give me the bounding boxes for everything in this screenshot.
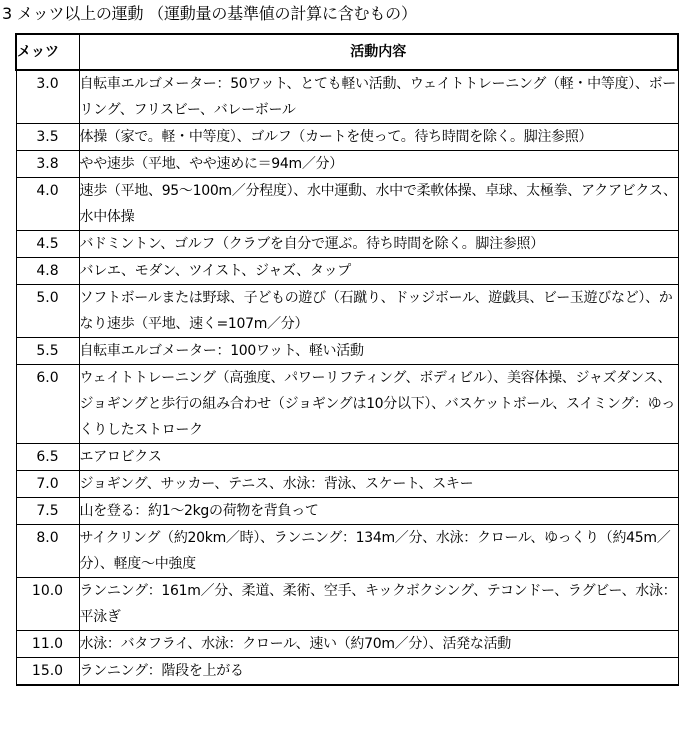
mets-value: 3.8 [16, 151, 79, 178]
table-row [16, 70, 678, 124]
mets-table [15, 33, 679, 686]
mets-value: 7.5 [16, 498, 79, 525]
mets-value: 4.0 [16, 178, 79, 231]
activity-text: 自転車エルゴメーター：50ワット、とても軽い活動、ウェイトトレーニング（軽・中等度）、ボーリング、フリスビー、バレーボール [79, 70, 678, 124]
activity-text: ジョギング、サッカー、テニス、水泳：背泳、スケート、スキー [79, 471, 678, 498]
activity-text: 体操（家で。軽・中等度）、ゴルフ（カートを使って。待ち時間を除く。脚注参照） [79, 124, 678, 151]
activity-text: 山を登る：約1～2kgの荷物を背負って [79, 498, 678, 525]
table-row [16, 631, 678, 658]
table-header-row [16, 34, 678, 70]
mets-value: 7.0 [16, 471, 79, 498]
mets-value: 6.5 [16, 444, 79, 471]
mets-value: 15.0 [16, 658, 79, 686]
table-row [16, 525, 678, 578]
activity-text: ランニング：階段を上がる [79, 658, 678, 686]
table-row [16, 285, 678, 338]
table-row [16, 658, 678, 686]
mets-value: 3.0 [16, 70, 79, 124]
table-row [16, 365, 678, 444]
activity-text: 水泳：バタフライ、水泳：クロール、速い（約70m／分）、活発な活動 [79, 631, 678, 658]
activity-text: サイクリング（約20km／時）、ランニング：134m／分、水泳：クロール、ゆっくり（約45m／分）、軽度～中強度 [79, 525, 678, 578]
header-mets: メッツ [16, 34, 79, 70]
activity-text: ウェイトトレーニング（高強度、パワーリフティング、ボディビル）、美容体操、ジャズダンス、ジョギングと歩行の組み合わせ（ジョギングは10分以下）、バスケットボール、スイミング：ゆっくりしたストローク [79, 365, 678, 444]
header-activity: 活動内容 [79, 34, 678, 70]
table-row [16, 258, 678, 285]
mets-value: 4.8 [16, 258, 79, 285]
mets-value: 11.0 [16, 631, 79, 658]
table-row [16, 151, 678, 178]
mets-value: 10.0 [16, 578, 79, 631]
activity-text: エアロビクス [79, 444, 678, 471]
activity-text: 自転車エルゴメーター：100ワット、軽い活動 [79, 338, 678, 365]
activity-text: ソフトボールまたは野球、子どもの遊び（石蹴り、ドッジボール、遊戯具、ビー玉遊びなど）、かなり速歩（平地、速く=107m／分） [79, 285, 678, 338]
mets-value: 3.5 [16, 124, 79, 151]
activity-text: やや速歩（平地、やや速めに＝94m／分） [79, 151, 678, 178]
mets-value: 8.0 [16, 525, 79, 578]
table-row [16, 124, 678, 151]
table-row [16, 444, 678, 471]
activity-text: 速歩（平地、95～100m／分程度）、水中運動、水中で柔軟体操、卓球、太極拳、アクアビクス、水中体操 [79, 178, 678, 231]
activity-text: ランニング：161m／分、柔道、柔術、空手、キックボクシング、テコンドー、ラグビー、水泳：平泳ぎ [79, 578, 678, 631]
mets-value: 6.0 [16, 365, 79, 444]
mets-value: 5.0 [16, 285, 79, 338]
activity-text: バドミントン、ゴルフ（クラブを自分で運ぶ。待ち時間を除く。脚注参照） [79, 231, 678, 258]
table-row [16, 338, 678, 365]
table-row [16, 471, 678, 498]
table-row [16, 498, 678, 525]
mets-value: 4.5 [16, 231, 79, 258]
activity-text: バレエ、モダン、ツイスト、ジャズ、タップ [79, 258, 678, 285]
page-title: 3 メッツ以上の運動 （運動量の基準値の計算に含むもの） [2, 4, 417, 23]
mets-value: 5.5 [16, 338, 79, 365]
table-row [16, 178, 678, 231]
table-row [16, 231, 678, 258]
table-row [16, 578, 678, 631]
